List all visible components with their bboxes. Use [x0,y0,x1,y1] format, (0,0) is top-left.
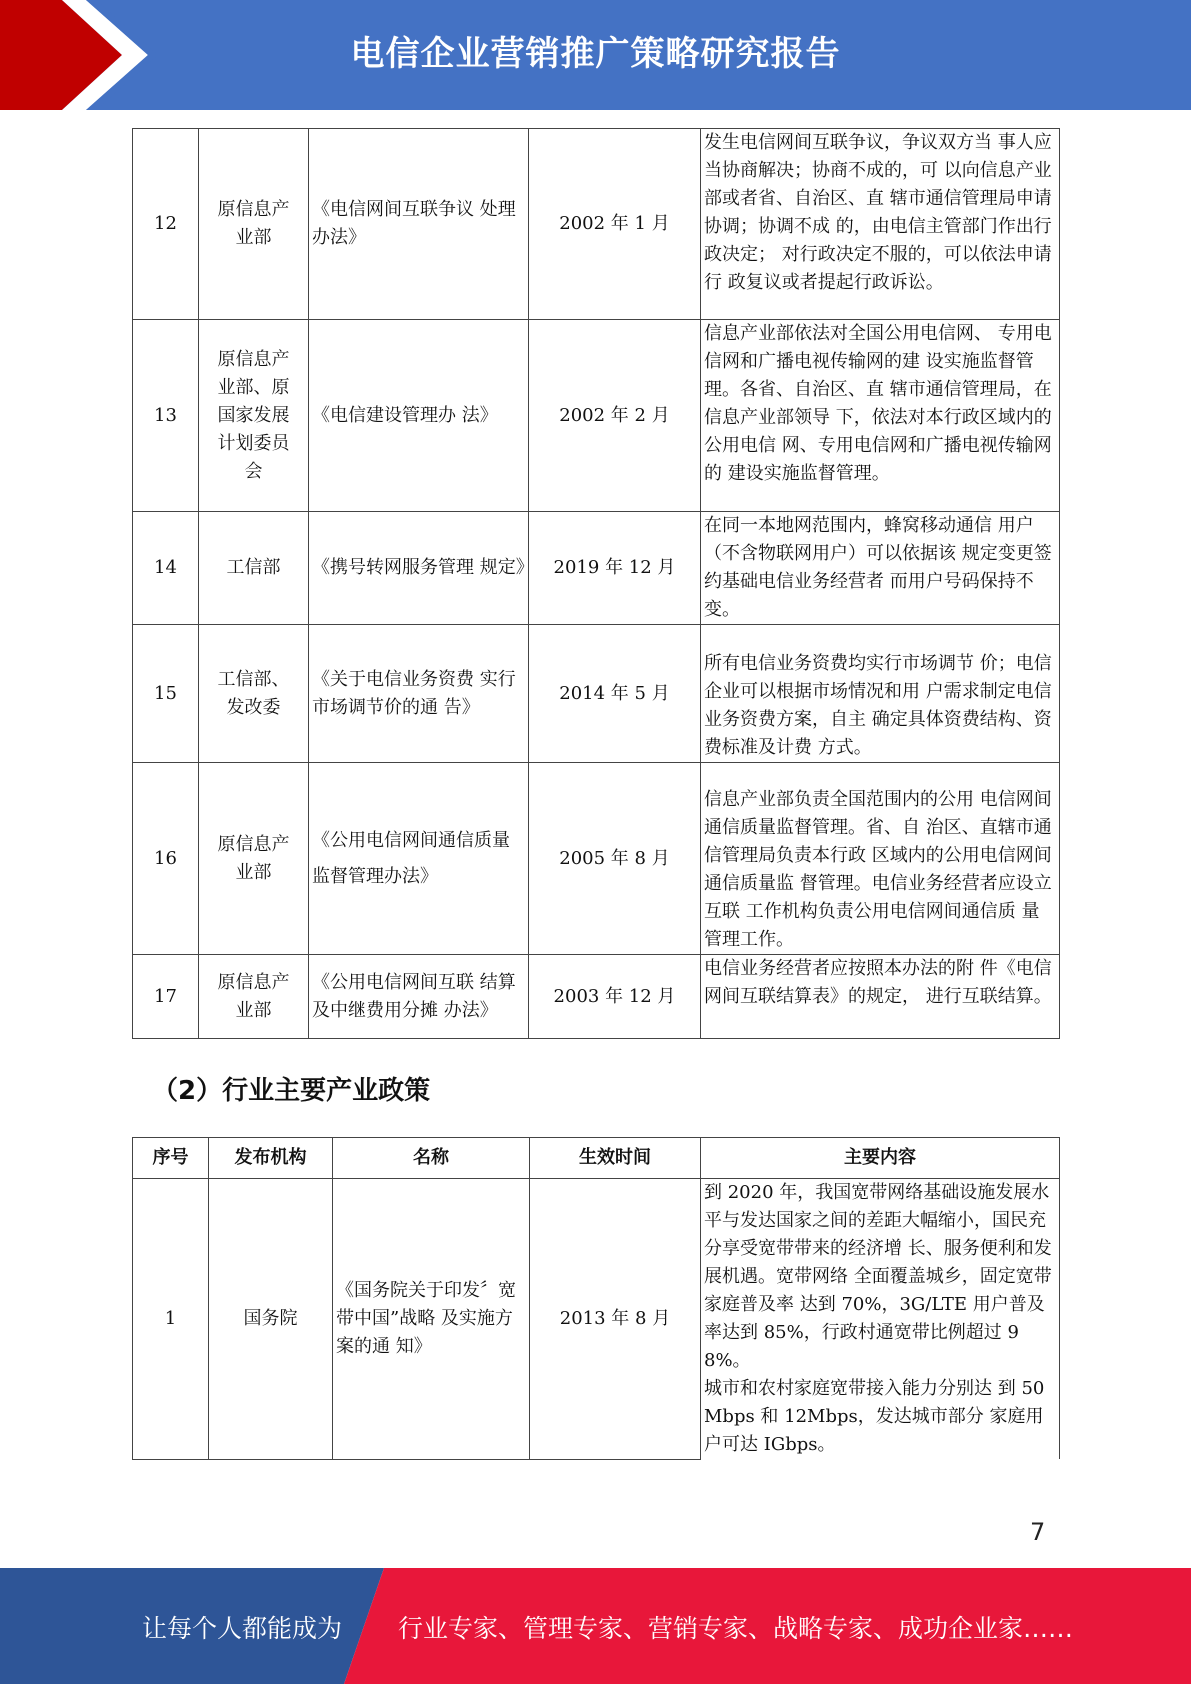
column-header: 序号 [133,1138,209,1179]
table-row [133,625,1060,763]
section-heading: （2）行业主要产业政策 [152,1076,431,1106]
row-number: 13 [133,320,199,512]
effective-date: 2002 年 2 月 [529,320,701,512]
issuing-org: 原信息产业部 [199,129,309,320]
footer-slogan-right: 行业专家、管理专家、营销专家、战略专家、成功企业家…… [398,1614,1074,1643]
regulation-table [132,128,1060,1039]
page-header [0,0,1191,110]
industry-policy-table [132,1137,1060,1460]
main-content: 电信业务经营者应按照本办法的附 件《电信网间互联结算表》的规定， 进行互联结算。 [701,955,1060,1039]
regulation-name: 《电信建设管理办 法》 [309,320,529,512]
table-row [133,1179,1060,1460]
main-content: 所有电信业务资费均实行市场调节 价；电信企业可以根据市场情况和用 户需求制定电信业务资费方案，自主 确定具体资费结构、资费标准及计费 方式。 [701,625,1060,763]
issuing-org: 原信息产业部、原国家发展计划委员会 [199,320,309,512]
regulation-name: 《电信网间互联争议 处理办法》 [309,129,529,320]
effective-date: 2014 年 5 月 [529,625,701,763]
row-number: 1 [133,1179,209,1460]
issuing-org: 原信息产业部 [199,763,309,955]
effective-date: 2019 年 12 月 [529,512,701,625]
table-row [133,763,1060,955]
footer-slogan-left: 让每个人都能成为 [142,1614,343,1643]
effective-date: 2002 年 1 月 [529,129,701,320]
issuing-org: 国务院 [209,1179,333,1460]
main-content: 信息产业部依法对全国公用电信网、 专用电信网和广播电视传输网的建 设实施监督管理。各省、自治区、直 辖市通信管理局，在信息产业部领导 下，依法对本行政区域内的公用电信 网、专用电信网和广播电视传输网的 建设实施监督管理。 [701,320,1060,512]
row-number: 15 [133,625,199,763]
column-header: 生效时间 [530,1138,701,1179]
effective-date: 2013 年 8 月 [530,1179,701,1460]
page-number: 7 [1030,1518,1046,1546]
table-row [133,320,1060,512]
effective-date: 2003 年 12 月 [529,955,701,1039]
content-paragraph: 到 2020 年，我国宽带网络基础设施发展水平与发达国家之间的差距大幅缩小，国民充分享受宽带带来的经济增 长、服务便利和发展机遇。宽带网络 全面覆盖城乡，固定宽带家庭普及率 达到 70%，3G/LTE 用户普及率达到 85%，行政村通宽带比例超过 98%。 [704,1182,1052,1371]
issuing-org: 工信部、发改委 [199,625,309,763]
row-number: 12 [133,129,199,320]
regulation-name: 《公用电信网间互联 结算及中继费用分摊 办法》 [309,955,529,1039]
column-header: 名称 [333,1138,530,1179]
row-number: 17 [133,955,199,1039]
main-content: 在同一本地网范围内，蜂窝移动通信 用户（不含物联网用户）可以依据该 规定变更签约基础电信业务经营者 而用户号码保持不变。 [701,512,1060,625]
main-content [701,1179,1060,1460]
table-row [133,512,1060,625]
effective-date: 2005 年 8 月 [529,763,701,955]
table-header-row [133,1138,1060,1179]
issuing-org: 原信息产业部 [199,955,309,1039]
row-number: 16 [133,763,199,955]
main-content: 发生电信网间互联争议，争议双方当 事人应当协商解决；协商不成的，可 以向信息产业部或者省、自治区、直 辖市通信管理局申请协调；协调不成 的，由电信主管部门作出行政决定； 对行政决定不服的，可以依法申请行 政复议或者提起行政诉讼。 [701,129,1060,320]
row-number: 14 [133,512,199,625]
page-footer [0,1568,1191,1684]
column-header: 主要内容 [701,1138,1060,1179]
column-header: 发布机构 [209,1138,333,1179]
issuing-org: 工信部 [199,512,309,625]
policy-name: 《国务院关于印发〞宽带中国”战略 及实施方案的通 知》 [333,1179,530,1460]
main-content: 信息产业部负责全国范围内的公用 电信网间通信质量监督管理。省、自 治区、直辖市通信管理局负责本行政 区域内的公用电信网间通信质量监 督管理。电信业务经营者应设立互联 工作机构负责公用电信网间通信质 量管理工作。 [701,763,1060,955]
content-paragraph: 城市和农村家庭宽带接入能力分别达 到 50Mbps 和 12Mbps，发达城市部分 家庭用户可达 IGbps。 [704,1378,1045,1455]
table-row [133,129,1060,320]
regulation-name: 《关于电信业务资费 实行市场调节价的通 告》 [309,625,529,763]
regulation-name: 《携号转网服务管理 规定》 [309,512,529,625]
table-row [133,955,1060,1039]
regulation-name: 《公用电信网间通信质量监督管理办法》 [309,763,529,955]
report-title: 电信企业营销推广策略研究报告 [350,34,841,74]
